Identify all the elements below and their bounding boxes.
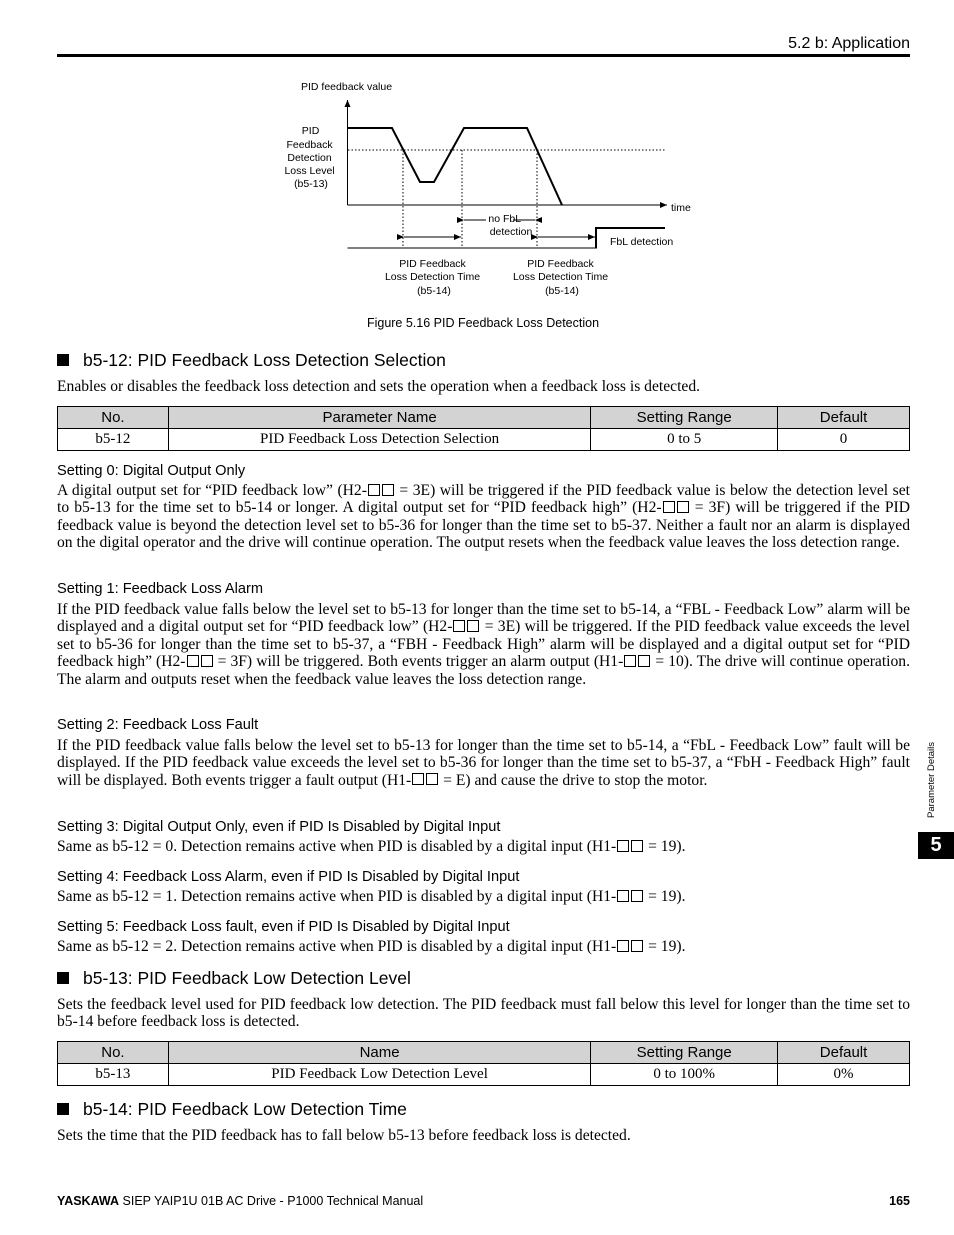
table-cell-range: 0 to 5 [591, 429, 778, 451]
table-header-range: Setting Range [591, 1042, 778, 1064]
time-label: time [671, 202, 691, 214]
placeholder-box-icon [426, 773, 438, 785]
heading-bullet [57, 1103, 69, 1115]
placeholder-box-icon [677, 501, 689, 513]
setting-3-text: Same as b5-12 = 0. Detection remains active when PID is disabled by a digital input (H1- = 19). [57, 838, 686, 855]
table-header-default: Default [778, 407, 910, 429]
y-axis-label: PID feedback value [301, 81, 393, 93]
fbl-detection-label: FbL detection [610, 236, 674, 248]
placeholder-box-icon [453, 620, 465, 632]
setting-5-text: Same as b5-12 = 2. Detection remains active when PID is disabled by a digital input (H1- = 19). [57, 938, 686, 955]
table-cell-no: b5-13 [58, 1064, 169, 1086]
footer [57, 1194, 423, 1208]
setting-2-title: Setting 2: Feedback Loss Fault [57, 717, 259, 733]
placeholder-box-icon [368, 484, 380, 496]
pid-feedback-loss-diagram [0, 0, 954, 330]
placeholder-box-icon [631, 840, 643, 852]
feedback-waveform [348, 128, 562, 205]
detection-level-label: PID Feedback Detection Loss Level (b5-13) [284, 125, 335, 190]
table-cell-no: b5-12 [58, 429, 169, 451]
setting-3-title: Setting 3: Digital Output Only, even if PID Is Disabled by Digital Input [57, 819, 501, 835]
placeholder-box-icon [187, 655, 199, 667]
figure-caption: Figure 5.16 PID Feedback Loss Detection [366, 316, 600, 330]
table-cell-name: PID Feedback Low Detection Level [168, 1064, 590, 1086]
table-header-name: Name [168, 1042, 590, 1064]
side-tab-label [918, 722, 942, 822]
table-header-name: Parameter Name [168, 407, 590, 429]
b5-12-table [57, 406, 910, 451]
table-header-no: No. [58, 407, 169, 429]
setting-0-text: A digital output set for “PID feedback low” (H2- = 3E) will be triggered if the PID feedback value is below the detection level set to b5-13 for the time set to b5-14 or longer. A digital output set for “PID feedback high” (H2- = 3F) will be triggered if the PID feedback value is beyond the detection level set to b5-36 for longer than the time set to b5-37. Neither a fault nor an alarm is displayed on the digital operator and the drive will continue operation. The output resets when the feedback value leaves the loss detection range. [57, 482, 910, 552]
placeholder-box-icon [617, 890, 629, 902]
placeholder-box-icon [631, 890, 643, 902]
table-cell-range: 0 to 100% [591, 1064, 778, 1086]
footer-text: SIEP YAIP1U 01B AC Drive - P1000 Technical Manual [119, 1194, 424, 1208]
table-header-row [58, 1042, 910, 1064]
setting-5-title: Setting 5: Feedback Loss fault, even if PID Is Disabled by Digital Input [57, 919, 510, 935]
table-row [58, 1064, 910, 1086]
placeholder-box-icon [412, 773, 424, 785]
setting-2-text: If the PID feedback value falls below the level set to b5-13 for longer than the time set to b5-14, a “FbL - Feedback Low” fault will be displayed. If the PID feedback value exceeds the level set to b5-36 for longer than the time set to b5-37, a “FbH - Feedback High” fault will be displayed. Both events trigger a fault output (H1- = E) and cause the drive to stop the motor. [57, 737, 910, 789]
section-title: 5.2 b: Application [788, 35, 910, 52]
b5-14-intro: Sets the time that the PID feedback has to fall below b5-13 before feedback loss is detected. [57, 1127, 631, 1144]
table-cell-default: 0% [778, 1064, 910, 1086]
table-header-default: Default [778, 1042, 910, 1064]
setting-4-title: Setting 4: Feedback Loss Alarm, even if PID Is Disabled by Digital Input [57, 869, 520, 885]
footer-brand: YASKAWA [57, 1194, 120, 1208]
table-header-no: No. [58, 1042, 169, 1064]
setting-1-title: Setting 1: Feedback Loss Alarm [57, 581, 264, 597]
table-header-range: Setting Range [591, 407, 778, 429]
left-time-label: PID Feedback Loss Detection Time (b5-14) [384, 258, 481, 297]
setting-1-text: If the PID feedback value falls below the level set to b5-13 for longer than the time set to b5-14, a “FBL - Feedback Low” alarm will be displayed and a digital output set for “PID feedback low” (H2- = 3E) will be triggered. If the PID feedback value exceeds the level set to b5-36 for longer than the time set to b5-37, a “FBH - Feedback High” alarm will be displayed and a digital output set for “PID feedback high” (H2- = 3F) will be triggered. Both events trigger an alarm output (H1- = 10). The drive will continue operation. The alarm and outputs reset when the feedback value leaves the loss detection range. [57, 601, 911, 688]
page-number: 165 [889, 1194, 910, 1208]
b5-13-intro: Sets the feedback level used for PID feedback low detection. The PID feedback must fall below this level for longer than the time set to b5-14 before feedback loss is detected. [57, 996, 910, 1031]
b5-14-heading: b5-14: PID Feedback Low Detection Time [57, 1099, 407, 1120]
placeholder-box-icon [382, 484, 394, 496]
b5-13-table [57, 1041, 910, 1086]
placeholder-box-icon [638, 655, 650, 667]
chapter-tab: 5 [918, 832, 954, 859]
placeholder-box-icon [663, 501, 675, 513]
no-fbl-label: no FbL detection [488, 213, 533, 238]
table-cell-name: PID Feedback Loss Detection Selection [168, 429, 590, 451]
b5-12-heading: b5-12: PID Feedback Loss Detection Selection [57, 350, 446, 371]
heading-bullet [57, 972, 69, 984]
b5-13-heading: b5-13: PID Feedback Low Detection Level [57, 968, 411, 989]
table-header-row [58, 407, 910, 429]
svg-text:Parameter Details: Parameter Details [926, 741, 937, 818]
heading-bullet [57, 354, 69, 366]
placeholder-box-icon [631, 940, 643, 952]
table-cell-default: 0 [778, 429, 910, 451]
placeholder-box-icon [617, 940, 629, 952]
right-time-label: PID Feedback Loss Detection Time (b5-14) [512, 258, 609, 297]
placeholder-box-icon [624, 655, 636, 667]
b5-12-intro: Enables or disables the feedback loss detection and sets the operation when a feedback loss is detected. [57, 378, 701, 395]
placeholder-box-icon [467, 620, 479, 632]
placeholder-box-icon [617, 840, 629, 852]
table-row [58, 429, 910, 451]
placeholder-box-icon [201, 655, 213, 667]
setting-4-text: Same as b5-12 = 1. Detection remains active when PID is disabled by a digital input (H1- = 19). [57, 888, 686, 905]
setting-0-title: Setting 0: Digital Output Only [57, 463, 246, 479]
